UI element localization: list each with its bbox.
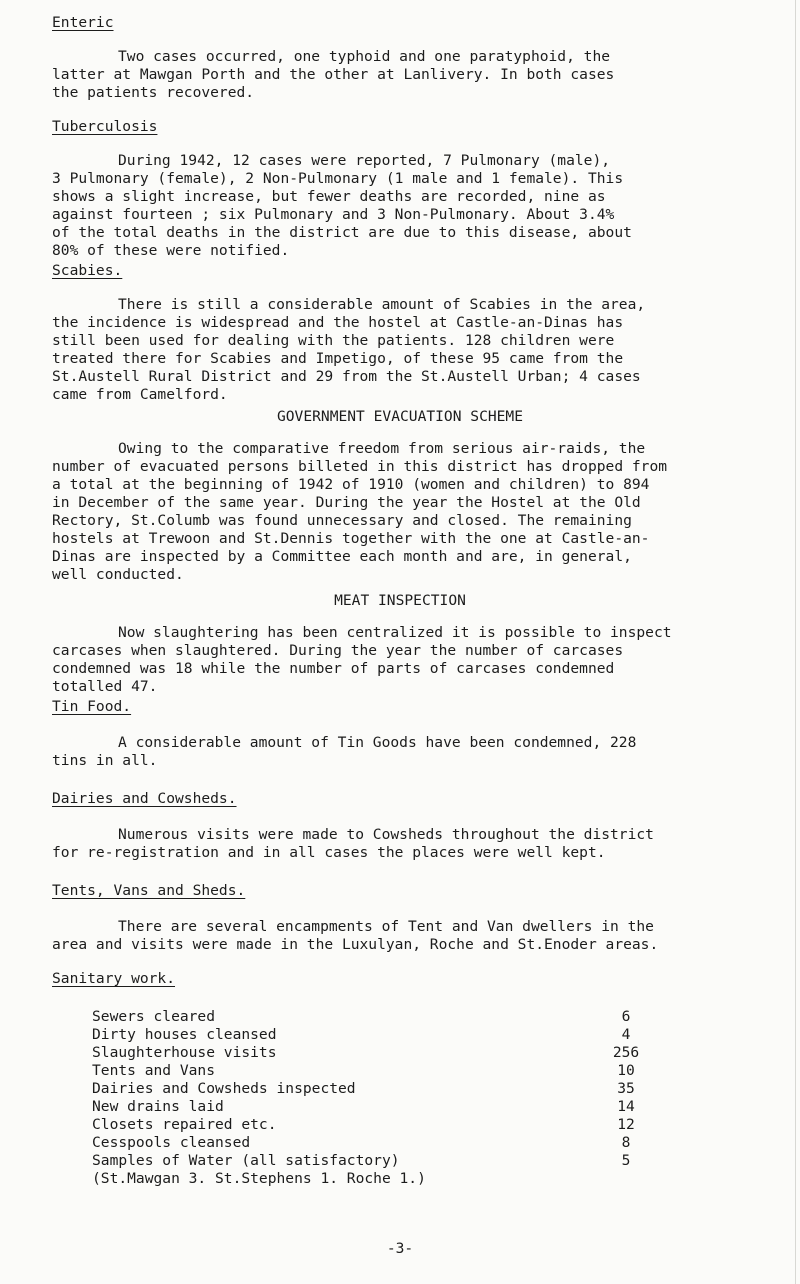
- para-tin-food: [52, 734, 794, 770]
- list-item: [92, 1098, 652, 1116]
- list-item: [92, 1080, 652, 1098]
- text-line: Numerous visits were made to Cowsheds throughout the district: [118, 826, 654, 843]
- para-enteric: [52, 48, 794, 102]
- item-value: 12: [617, 1116, 635, 1133]
- item-value: 4: [621, 1026, 631, 1043]
- text-line: against fourteen ; six Pulmonary and 3 Non-Pulmonary. About 3.4%: [52, 206, 615, 223]
- text-line: condemned was 18 while the number of parts of carcases condemned: [52, 660, 615, 677]
- text-line: still been used for dealing with the patients. 128 children were: [52, 332, 615, 349]
- text-line: A considerable amount of Tin Goods have been condemned, 228: [118, 734, 637, 751]
- list-item: [92, 1044, 652, 1062]
- sanitary-note: [92, 1170, 652, 1188]
- text-line: of the total deaths in the district are due to this disease, about: [52, 224, 632, 241]
- text-line: There is still a considerable amount of Scabies in the area,: [118, 296, 646, 313]
- heading-enteric: Enteric: [52, 14, 114, 31]
- para-scabies: [52, 296, 794, 404]
- list-item: [92, 1008, 652, 1026]
- text-line: the patients recovered.: [52, 84, 255, 101]
- item-label: Closets repaired etc.: [92, 1116, 277, 1133]
- text-line: well conducted.: [52, 566, 184, 583]
- text-line: number of evacuated persons billeted in this district has dropped from: [52, 458, 668, 475]
- heading-tuberculosis: Tuberculosis: [52, 118, 158, 135]
- text-line: Two cases occurred, one typhoid and one paratyphoid, the: [118, 48, 611, 65]
- list-item: [92, 1152, 652, 1170]
- para-dairies: [52, 826, 794, 862]
- heading-evacuation: GOVERNMENT EVACUATION SCHEME: [276, 408, 523, 425]
- item-value: 256: [612, 1044, 640, 1061]
- text-line: a total at the beginning of 1942 of 1910 (women and children) to 894: [52, 476, 650, 493]
- list-item: [92, 1062, 652, 1080]
- heading-meat-inspection: MEAT INSPECTION: [334, 592, 466, 609]
- text-line: hostels at Trewoon and St.Dennis together with the one at Castle-an-: [52, 530, 650, 547]
- item-value: 10: [617, 1062, 635, 1079]
- text-line: Dinas are inspected by a Committee each month and are, in general,: [52, 548, 632, 565]
- text-line: for re-registration and in all cases the places were well kept.: [52, 844, 606, 861]
- item-label: Slaughterhouse visits: [92, 1044, 277, 1061]
- text-line: St.Austell Rural District and 29 from the St.Austell Urban; 4 cases: [52, 368, 641, 385]
- note-text: (St.Mawgan 3. St.Stephens 1. Roche 1.): [92, 1170, 426, 1187]
- heading-tents: Tents, Vans and Sheds.: [52, 882, 246, 899]
- heading-dairies: Dairies and Cowsheds.: [52, 790, 237, 807]
- heading-tin-food: Tin Food.: [52, 698, 132, 715]
- list-item: [92, 1026, 652, 1044]
- text-line: tins in all.: [52, 752, 158, 769]
- text-line: shows a slight increase, but fewer deaths are recorded, nine as: [52, 188, 606, 205]
- list-item: [92, 1116, 652, 1134]
- text-line: 3 Pulmonary (female), 2 Non-Pulmonary (1 male and 1 female). This: [52, 170, 624, 187]
- item-value: 8: [621, 1134, 631, 1151]
- text-line: area and visits were made in the Luxulyan, Roche and St.Enoder areas.: [52, 936, 659, 953]
- list-item: [92, 1134, 652, 1152]
- text-line: totalled 47.: [52, 678, 158, 695]
- text-line: came from Camelford.: [52, 386, 228, 403]
- page-edge-shadow: [795, 0, 796, 1284]
- heading-scabies: Scabies.: [52, 262, 123, 279]
- para-tents: [52, 918, 794, 954]
- text-line: latter at Mawgan Porth and the other at Lanlivery. In both cases: [52, 66, 615, 83]
- para-meat-inspection: [52, 624, 794, 696]
- item-label: Cesspools cleansed: [92, 1134, 251, 1151]
- text-line: 80% of these were notified.: [52, 242, 290, 259]
- sanitary-work-list: [92, 1008, 652, 1188]
- item-label: Dairies and Cowsheds inspected: [92, 1080, 356, 1097]
- item-label: New drains laid: [92, 1098, 224, 1115]
- item-value: 6: [621, 1008, 631, 1025]
- item-value: 35: [617, 1080, 635, 1097]
- text-line: carcases when slaughtered. During the year the number of carcases: [52, 642, 624, 659]
- text-line: in December of the same year. During the year the Hostel at the Old: [52, 494, 641, 511]
- text-line: Rectory, St.Columb was found unnecessary and closed. The remaining: [52, 512, 632, 529]
- item-label: Sewers cleared: [92, 1008, 216, 1025]
- text-line: the incidence is widespread and the hostel at Castle-an-Dinas has: [52, 314, 624, 331]
- para-evacuation: [52, 440, 794, 584]
- text-line: Now slaughtering has been centralized it is possible to inspect: [118, 624, 672, 641]
- text-line: There are several encampments of Tent and Van dwellers in the: [118, 918, 654, 935]
- item-label: Dirty houses cleansed: [92, 1026, 277, 1043]
- item-value: 14: [617, 1098, 635, 1115]
- item-label: Tents and Vans: [92, 1062, 216, 1079]
- page-number: -3-: [386, 1240, 414, 1257]
- item-value: 5: [621, 1152, 631, 1169]
- para-tuberculosis: [52, 152, 794, 260]
- text-line: treated there for Scabies and Impetigo, of these 95 came from the: [52, 350, 624, 367]
- text-line: Owing to the comparative freedom from serious air-raids, the: [118, 440, 646, 457]
- item-label: Samples of Water (all satisfactory): [92, 1152, 400, 1169]
- heading-sanitary-work: Sanitary work.: [52, 970, 176, 987]
- text-line: During 1942, 12 cases were reported, 7 Pulmonary (male),: [118, 152, 611, 169]
